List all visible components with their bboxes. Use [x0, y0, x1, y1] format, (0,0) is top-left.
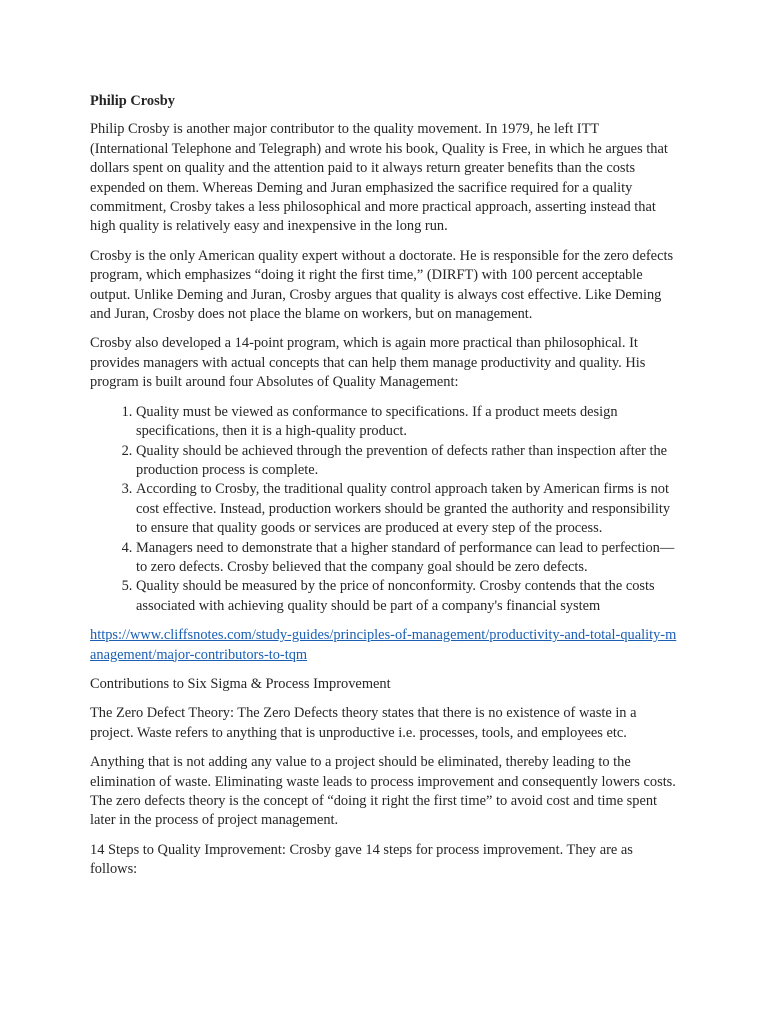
paragraph-zero-defects: Crosby is the only American quality expert without a doctorate. He is responsible for the zero defects program, which emphasizes “doing it right the first time,” (DIRFT) with 100 percent acceptable output. Unlike Deming and Juran, Crosby argues that quality is always cost effective. Like Deming and Juran, Crosby does not place the blame on workers, but on management.	[90, 247, 674, 323]
absolutes-list	[90, 403, 678, 616]
list-item: 2. Quality should be achieved through the prevention of defects rather than inspection after the production process is complete.	[136, 442, 678, 481]
paragraph-zero-defect-theory: The Zero Defect Theory: The Zero Defects theory states that there is no existence of waste in a project. Waste refers to anything that is unproductive i.e. processes, tools, and employees etc.	[90, 705, 637, 741]
paragraph-14-steps: 14 Steps to Quality Improvement: Crosby gave 14 steps for process improvement. They are as follows:	[90, 841, 633, 878]
list-item: 4. Managers need to demonstrate that a higher standard of performance can lead to perfection—to zero defects. Crosby believed that the company goal should be zero defects.	[136, 539, 678, 578]
list-item: 5. Quality should be measured by the price of nonconformity. Crosby contends that the costs associated with achieving quality should be part of a company's financial system	[136, 577, 678, 616]
paragraph-intro: Philip Crosby is another major contributor to the quality movement. In 1979, he left ITT (International Telephone and Telegraph) and wrote his book, Quality is Free, in which he argues that dollars spent on quality and the attention paid to it always return greater benefits than the costs expended on them. Whereas Deming and Juran emphasized the sacrifice required for a quality commitment, Crosby takes a less philosophical and more practical approach, asserting instead that high quality is relatively easy and inexpensive in the long run.	[90, 121, 668, 235]
paragraph-waste: Anything that is not adding any value to a project should be eliminated, thereby leading to the elimination of waste. Eliminating waste leads to process improvement and consequently lowers costs. The zero defects theory is the concept of “doing it right the first time” to avoid cost and time spent later in the process of project management.	[90, 754, 676, 829]
subheading-six-sigma: Contributions to Six Sigma & Process Improvement	[90, 675, 391, 692]
source-link[interactable]: https://www.cliffsnotes.com/study-guides/principles-of-management/productivity-and-total-quality-management/major-contributors-to-tqm	[90, 627, 677, 663]
list-item: 3. According to Crosby, the traditional quality control approach taken by American firms is not cost effective. Instead, production workers should be granted the authority and responsibility to ensure that quality goods or services are produced at every step of the process.	[136, 480, 678, 538]
document-page	[90, 92, 678, 890]
list-item: 1. Quality must be viewed as conformance to specifications. If a product meets design specifications, then it is a high-quality product.	[136, 403, 678, 442]
paragraph-14-point: Crosby also developed a 14-point program, which is again more practical than philosophical. It provides managers with actual concepts that can help them manage productivity and quality. His program is built around four Absolutes of Quality Management:	[90, 335, 646, 391]
section-heading: Philip Crosby	[90, 93, 175, 109]
